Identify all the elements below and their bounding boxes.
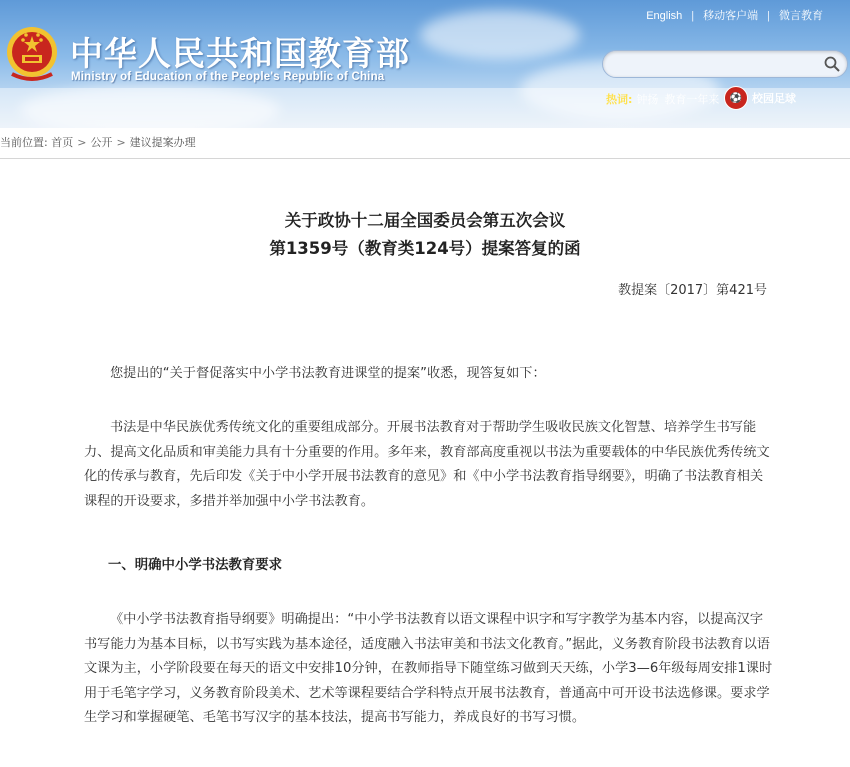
english-link[interactable]: English <box>646 10 683 22</box>
article-paragraph: 书法是中华民族优秀传统文化的重要组成部分。开展书法教育对于帮助学生吸收民族文化智慧、培养学生书写能力、提高文化品质和审美能力具有十分重要的作用。多年来，教育部高度重视以书法为重要载体的中华民族优秀传统文化的传承与教育，先后印发《关于中小学开展书法教育的意见》和《中小学书法教育指导纲要》，明确了书法教育相关课程的开设要求，多措并举加强中小学书法教育。 <box>84 420 770 509</box>
breadcrumb <box>0 134 196 150</box>
mobile-client-link[interactable]: 移动客户端 <box>703 10 759 22</box>
search-input[interactable] <box>613 54 817 74</box>
breadcrumb-proposals[interactable]: 建议提案办理 <box>129 136 196 149</box>
link-separator: | <box>691 10 695 22</box>
weiyan-edu-link[interactable]: 微言教育 <box>779 10 823 22</box>
article-title <box>0 207 850 263</box>
hot-words-label: 热词: <box>606 93 633 106</box>
document-number: 教提案〔2017〕第421号 <box>618 283 767 298</box>
site-title: 中华人民共和国教育部 <box>70 34 410 73</box>
top-links <box>637 7 832 23</box>
divider <box>0 158 850 159</box>
section-heading: 一、明确中小学书法教育要求 <box>108 558 283 573</box>
hot-word-link[interactable]: 钟扬 <box>636 93 659 106</box>
article-title-line2: 第1359号（教育类124号）提案答复的函 <box>269 239 581 258</box>
breadcrumb-separator: > <box>77 136 87 149</box>
search-icon[interactable] <box>823 55 841 73</box>
breadcrumb-prefix: 当前位置: <box>0 136 48 149</box>
hot-word-link[interactable]: 教育一年来 <box>664 93 720 106</box>
hot-words <box>606 91 725 107</box>
site-subtitle: Ministry of Education of the People's Republic of China <box>71 71 385 83</box>
greeting-paragraph: 您提出的“关于督促落实中小学书法教育进课堂的提案”收悉，现答复如下： <box>110 366 546 381</box>
football-icon: ⚽ <box>724 86 748 110</box>
article-paragraph: 《中小学书法教育指导纲要》明确提出：“中小学书法教育以语文课程中识字和写字教学为基本内容，以提高汉字书写能力为基本目标，以书写实践为基本途径，适度融入书法审美和书法文化教育。”据此，义务教育阶段书法教育以语文课为主，小学阶段要在每天的语文中安排10分钟，在教师指导下随堂练习做到天天练，小学3—6年级每周安排1课时用于毛笔字学习，义务教育阶段美术、艺术等课程要结合学科特点开展书法教育，普通高中可开设书法选修课。要求学生学习和掌握硬笔、毛笔书写汉字的基本技法，提高书写能力，养成良好的书写习惯。 <box>84 612 773 725</box>
breadcrumb-separator: > <box>116 136 126 149</box>
search-box <box>602 50 848 78</box>
national-emblem-icon <box>6 24 58 82</box>
link-separator: | <box>767 10 770 22</box>
article-title-line1: 关于政协十二届全国委员会第五次会议 <box>284 211 566 230</box>
header-cloud <box>420 10 580 60</box>
breadcrumb-home[interactable]: 首页 <box>51 136 74 149</box>
campus-football-label: 校园足球 <box>752 92 796 105</box>
site-header <box>0 0 850 128</box>
campus-football-link[interactable] <box>724 86 796 110</box>
breadcrumb-public[interactable]: 公开 <box>90 136 113 149</box>
